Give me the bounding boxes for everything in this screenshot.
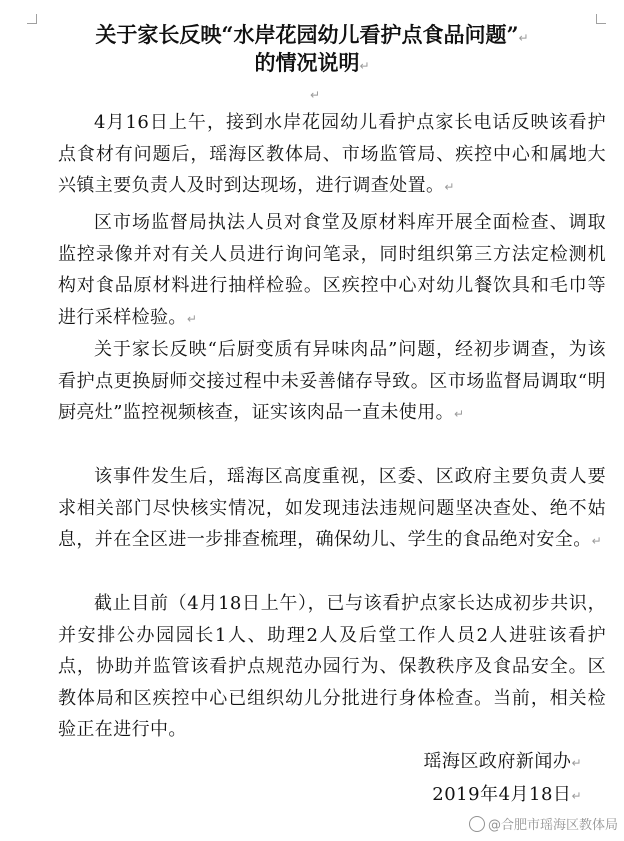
paragraph-text: 关于家长反映“后厨变质有异味肉品”问题，经初步调查，为该看护点更换厨师交接过程中未妥善储存导致。区市场监督局调取“明厨亮灶”监控视频核查，证实该肉品一直未使用。 (58, 339, 606, 424)
paragraph-mark: ↵ (591, 534, 603, 549)
title-line-2-text: 的情况说明 (254, 50, 360, 75)
body-paragraph-4 (58, 461, 606, 558)
body-paragraph-3 (58, 334, 606, 431)
paragraph-text: 4月16日上午，接到水岸花园幼儿看护点家长电话反映该看护点食材有问题后，瑶海区教体局、市场监管局、疾控中心和属地大兴镇主要负责人及时到达现场，进行调查处置。 (58, 112, 606, 197)
paragraph-mark: ↵ (454, 407, 465, 422)
weibo-icon (469, 816, 485, 832)
signature-date-text: 2019年4月18日 (432, 784, 572, 805)
watermark-text: @合肥市瑶海区教体局 (487, 818, 618, 833)
signature-date (432, 782, 582, 809)
empty-line-paragraph-mark: ↵ (310, 88, 321, 102)
body-paragraph-2 (58, 207, 606, 335)
body-paragraph-1 (58, 107, 606, 204)
paragraph-mark: ↵ (518, 31, 529, 45)
paragraph-text: 区市场监督局执法人员对食堂及原材料库开展全面检查、调取监控录像并对有关人员进行询问笔录，同时组织第三方法定检测机构对食品原材料进行抽样检验。区疾控中心对幼儿餐饮具和毛巾等进行采样检验。 (58, 212, 606, 328)
paragraph-mark: ↵ (359, 59, 370, 73)
signature-org-text: 瑶海区政府新闻办 (423, 751, 572, 772)
body-paragraph-5 (58, 588, 606, 746)
paragraph-mark: ↵ (444, 180, 455, 195)
weibo-watermark (469, 814, 618, 833)
signature-organization (423, 749, 582, 776)
document-title-line-2 (0, 50, 624, 79)
paragraph-text: 该事件发生后，瑶海区高度重视，区委、区政府主要负责人要求相关部门尽快核实情况，如发现违法违规问题坚决查处、绝不姑息，并在全区进一步排查梳理，确保幼儿、学生的食品绝对安全。 (58, 466, 606, 551)
title-line-1-text: 关于家长反映“水岸花园幼儿看护点食品问题” (95, 22, 519, 47)
paragraph-text: 截止目前（4月18日上午），已与该看护点家长达成初步共识，并安排公办园园长1人、助理2人及后堂工作人员2人进驻该看护点，协助并监管该看护点规范办园行为、保教秩序及食品安全。区教体局和区疾控中心已组织幼儿分批进行身体检查。当前，相关检验正在进行中。 (58, 593, 606, 741)
document-title-line-1 (0, 22, 624, 51)
paragraph-mark: ↵ (186, 311, 198, 326)
paragraph-mark: ↵ (571, 789, 582, 803)
paragraph-mark: ↵ (571, 756, 582, 770)
